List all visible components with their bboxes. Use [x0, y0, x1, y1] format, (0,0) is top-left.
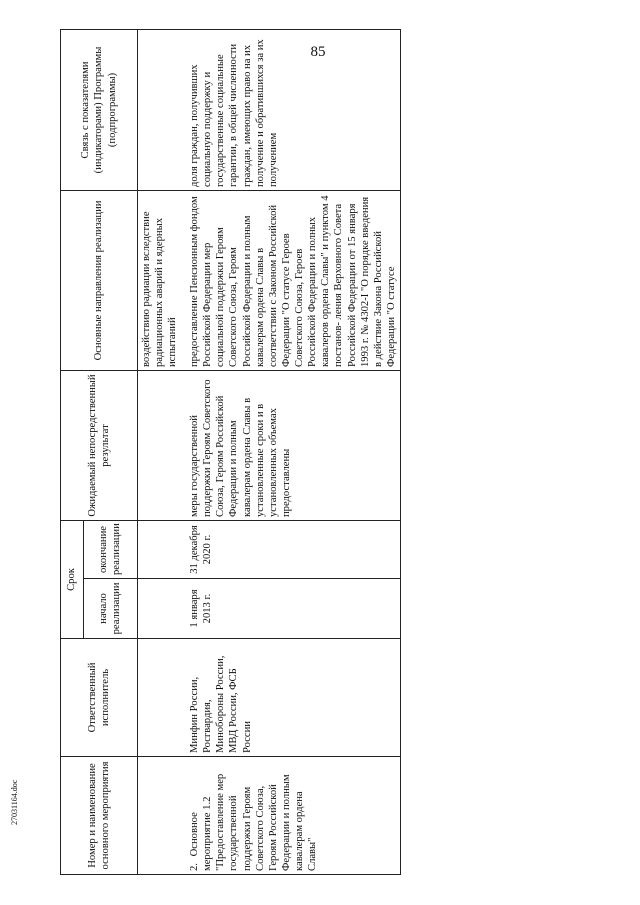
measure-cell — [186, 757, 401, 875]
indicators-cell: доля граждан, получивших социальную поддержку и государственные социальные гарантии, в общей численности граждан, имеющих право на их получение и обратившихся за их получением — [186, 30, 401, 191]
empty-cell — [138, 371, 187, 521]
page-number: 85 — [310, 44, 326, 60]
header-number-name: Номер и наименование основного мероприятия — [61, 757, 138, 875]
program-table — [60, 29, 401, 875]
header-start: начало реализации — [83, 579, 137, 639]
row-number: 2. — [189, 863, 200, 871]
directions-cell: предоставление Пенсионным фондом Российской Федерации мер социальной поддержки Героям Советского Союза, Героям Российской Федерации и полным кавалерам ордена Славы в соответствии с Законом Российской Федерации "О статусе Героев Советского Союза, Героев Российской Федерации и полных кавалеров ордена Славы" и пунктом 4 постанов- ления Верховного Совета Российской Федерации от 15 января 1993 г. № 4302-I "О порядке введения в действие Закона Российской Федерации "О статусе — [186, 191, 401, 371]
measure-name: Основное мероприятие 1.2 "Предоставление мер государственной поддержки Героям Советского Союза, Героям Российской Федерации и полным кавалерам ордена Славы" — [189, 773, 319, 871]
header-end: окончание реализации — [83, 521, 137, 579]
rotated-sheet — [60, 30, 600, 875]
empty-cell — [138, 30, 187, 191]
start-cell: 1 января 2013 г. — [186, 579, 401, 639]
header-directions: Основные направления реализации — [61, 191, 138, 371]
document-id: 27031164.doc — [10, 779, 19, 825]
empty-cell — [138, 521, 187, 579]
empty-cell — [138, 757, 187, 875]
result-cell: меры государственной поддержки Героям Советского Союза, Героям Российской Федерации и полным кавалерам ордена Славы в установленные сроки и в установленных объемах предоставлены — [186, 371, 401, 521]
table-row — [186, 30, 401, 875]
executor-cell: Минфин России, Росгвардия, Минобороны России, МВД России, ФСБ России — [186, 639, 401, 757]
header-term: Срок — [61, 521, 84, 639]
end-cell: 31 декабря 2020 г. — [186, 521, 401, 579]
header-result: Ожидаемый непосредственный результат — [61, 371, 138, 521]
empty-cell — [138, 639, 187, 757]
continuation-text: воздействию радиации вследствие радиационных аварий и ядерных испытаний — [138, 191, 187, 371]
empty-cell — [138, 579, 187, 639]
header-executor: Ответственный исполнитель — [61, 639, 138, 757]
header-indicators: Связь с показателями (индикаторами) Программы (подпрограммы) — [61, 30, 138, 191]
